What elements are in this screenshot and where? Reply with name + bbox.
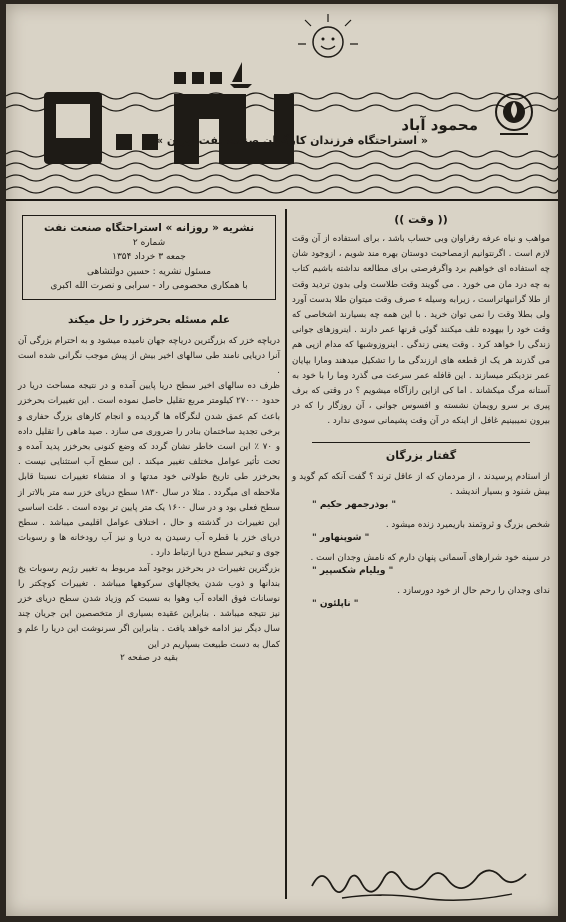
place-name: محمود آباد [401, 116, 478, 134]
saying-author: " شوپنهاور " [312, 532, 370, 543]
right-column [292, 209, 550, 609]
article-paragraph: ظرف ده سالهای اخیر سطح دریا پایین آمده و در نتیجه مساحت دریا در حدود ۲۷۰۰۰ کیلومتر مربع تقلیل حاصل نموده است . این تغییرات بحرخزر باعث کم عمق شدن لنگرگاه ها گردیده و انجام کارهای بزرگ حفاری و برخی تجدید ساختمان بنادر را ضروری می سازد . صید ماهی را تقلیل داده و ۷۰ ٪ این است خاطر نشان گردد که وضع کنونی بحرخزر پدید آمده و تحت تأثیر عوامل مختلف تغییر میکند . این سطح آب استثنایی نیست . بحرخزر طی تاریخ طولانی خود مدتها و اد منشاء تغییرات نسبتا قابل ملاحظه ای میگردد . مثلا در سال ۱۸۳۰ سطح دریای خزر سه متر بالاتر از سطح فعلی بود و در سال ۱۶۰۰ یک متر پایین تر بوده است . علت اساسی این تغییرات در گذشته و حال ، اختلاف عوامل اقلیمی میباشد . سطح دریای خزر با قطره آب رسیدن به دریا و نیز آب رودخانه ها و رسوبات جوی و تبخیر سطح دریا ارتباط دارد . [18, 381, 281, 559]
left-column [18, 209, 280, 663]
issue-date: جمعه ۳ خرداد ۱۳۵۴ [112, 252, 186, 262]
saying-author: " بوذرجمهر حکیم " [312, 499, 397, 510]
continued-note: بقیه در صفحه ۲ [120, 652, 178, 663]
time-article-text: مواهب و نیاه عرفه رفراوان وبی حساب باشد ، برای استفاده از آن وقت لازم است . اگرنتوانیم ازمصاحبت دوستان بهره مند شویم ، ازوجود شان چه استفاده ای خواهیم برد واگرفرصتی برای مطالعه نداشته باشیم کتاب به چه درد مان می خورد . می گویند وقت طلاست ولی بدون تردید وقت از طلا گرانبهاتراست ، زیرابه وسیله ء صرف وقت میتوان طلا بدست آورد ولی بطلا وقت را نمی توان خرید . با این همه چه بسیارند اشخاصی که وقت خود را بیهوده تلف میکنند گوئی قرنها عمر دارند . اینروزهای جوانی زندگی را خواهد کرد . وقت یعنی زندگی . اینروزوشبها که مدام ازپی هم می گذرند هر یک از قطعه های ارزندگی ما را تشکیل میدهند ومارا بپایان عمر نزدیکتر میسازند . این قافله عمر سرعت می گذرد وما را با خود به آستانه مرگ میکشاند . اما کی ازاین رازآگاه میشویم ؟ در وقتی که برف پیری بر سرو رویمان نشسته و افسوس جوانی ، آن روزگار را که در بیرون نمیبینیم غافل از اینکه در آن وقت پشیمانی سودی ندارد . [292, 234, 550, 427]
saying-text: از استادم پرسیدند ، از مردمان که از عاقل ترند ؟ گفت آنکه کم گوید و بیش شنود و بسیار اندیشد . [292, 471, 550, 497]
sayings-heading: گفتار بزرگان [385, 448, 457, 462]
section-rule [312, 442, 530, 443]
handwritten-signature [302, 856, 542, 906]
newsletter-title-logo [24, 64, 304, 174]
issue-number: شماره ۲ [132, 237, 166, 248]
smiling-sun-icon [298, 14, 358, 57]
oil-company-emblem-icon [492, 90, 536, 140]
masthead-slogan: « استراحتگاه فرزندان کارگران صنعت نفت ایران » [156, 134, 428, 147]
saying-text: ندای وجدان را رحم حال از خود دورسازد . [397, 585, 550, 596]
masthead [6, 4, 558, 201]
article-paragraph: بزرگترین تغییرات در بحرخزر بوجود آمد مربوط به تغییر رژیم رسوبات یخ بندانها و ذوب شدن یخچالهای سرکوهها میباشد . تغییرات کوچکتر را نوسانات فوق العاده آب وهوا به نسبت کم وزیاد شدن سطح دریای خزر نیز نتیجه میباشد . بنابراین عقیده بسیاری از متخصصین این جریان چند سال دیگر نیز ادامه خواهد یافت . بنابراین اگر سرنوشت این دریا را علم و کمال به دست طبیعت بسپاریم در این [18, 563, 280, 650]
saying-text: در سینه خود شرارهای آسمانی پنهان دارم که نامش وجدان است . [310, 552, 550, 563]
caspian-article-title: علم مسئله بحرخزر را حل میکند [67, 313, 231, 326]
publication-name: نشریه « روزانه » استراحتگاه صنعت نفت [43, 222, 255, 234]
contributors-line: با همکاری محصومی راد - سرابی و نصرت الله اکبری [50, 281, 248, 291]
publication-info-box [22, 215, 276, 300]
newsletter-page [6, 4, 558, 916]
saying-text: شخص بزرگ و ثروتمند باریمیرد زنده میشود . [385, 519, 550, 530]
editor-line: مسئول نشریه : حسین دولتشاهی [86, 266, 212, 277]
time-article-heading: (( وقت )) [394, 213, 448, 226]
saying-author: " ناپلئون " [312, 598, 359, 609]
article-paragraph: دریاچه خزر که بزرگترین دریاچه جهان نامیده میشود و به احترام بزرگی آن آنرا دریایی نامند طی سالهای اخیر بیش از پیش موجب نگرانی شده است . [18, 335, 280, 376]
column-divider [285, 209, 287, 899]
saying-author: " ویلیام شکسپیر " [312, 565, 394, 576]
